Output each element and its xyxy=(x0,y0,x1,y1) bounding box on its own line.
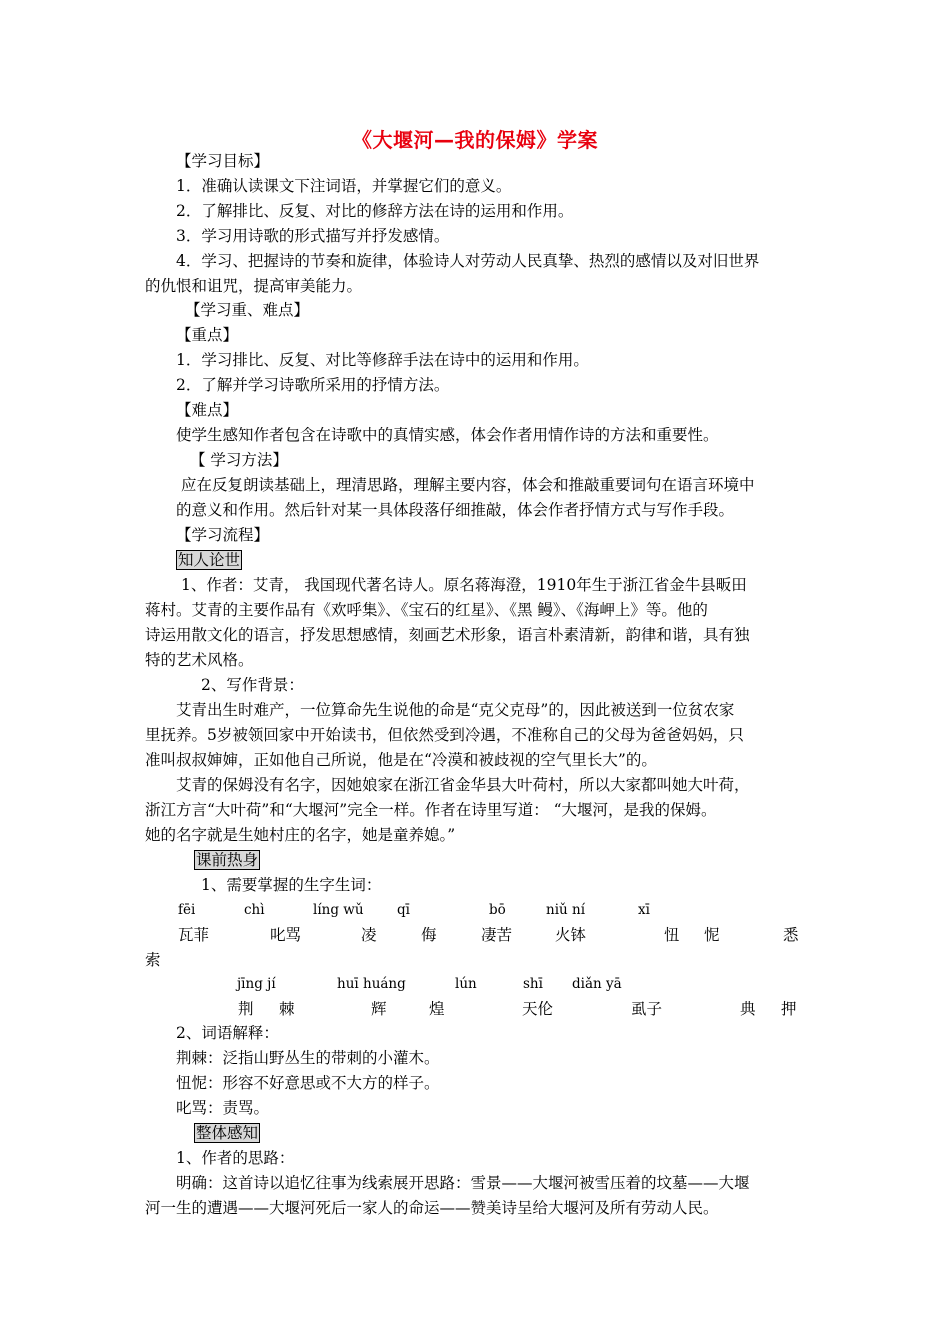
vocab-word-wrap: 索 xyxy=(145,951,161,969)
method-line: 应在反复朗读基础上，理清思路，理解主要内容，体会和推敲重要词句在语言环境中 xyxy=(181,476,755,494)
document-title: 《大堰河—我的保姆》学案 xyxy=(352,128,598,152)
vocab-word: 火钵 xyxy=(555,926,587,944)
pinyin: xī xyxy=(638,902,650,918)
answer-line: 明确：这首诗以追忆往事为线索展开思路：雪景——大堰河被雪压着的坟墓——大堰 xyxy=(176,1174,750,1192)
author-line: 1、作者：艾青， 我国现代著名诗人。原名蒋海澄，1910年生于浙江省金牛县畈田 xyxy=(181,576,747,594)
zhongdian-item: 1．学习排比、反复、对比等修辞手法在诗中的运用和作用。 xyxy=(176,351,589,369)
warmup-label xyxy=(194,850,260,870)
pinyin: chì xyxy=(244,902,265,918)
zhongdian-heading: 【重点】 xyxy=(176,326,239,344)
overall-label xyxy=(194,1123,260,1143)
method-line: 的意义和作用。然后针对某一具体段落仔细推敲，体会作者抒情方式与写作手段。 xyxy=(176,501,735,519)
explain-item: 荆棘：泛指山野丛生的带刺的小灌木。 xyxy=(176,1049,440,1067)
vocab-word: 天伦 xyxy=(522,1000,554,1018)
explain-item: 忸怩：形容不好意思或不大方的样子。 xyxy=(176,1074,440,1092)
background-line: 浙江方言“大叶荷”和“大堰河”完全一样。作者在诗里写道： “大堰河，是我的保姆。 xyxy=(145,801,717,819)
vocab-word: 棘 xyxy=(279,1000,295,1018)
zhiren-label xyxy=(176,550,242,570)
background-line: 艾青的保姆没有名字，因她娘家在浙江省金华县大叶荷村，所以大家都叫她大叶荷， xyxy=(176,776,750,794)
pinyin: líng wǔ xyxy=(313,902,364,918)
background-line: 准叫叔叔婶婶，正如他自己所说，他是在“冷漠和被歧视的空气里长大”的。 xyxy=(145,751,657,769)
goal-item: 1．准确认读课文下注词语，并掌握它们的意义。 xyxy=(176,177,512,195)
author-line: 特的艺术风格。 xyxy=(145,651,254,669)
background-line: 她的名字就是生她村庄的名字，她是童养媳。” xyxy=(145,826,456,844)
goal-item-continued: 的仇恨和诅咒，提高审美能力。 xyxy=(145,277,363,295)
pinyin: fēi xyxy=(178,902,196,918)
vocab-word: 凄苦 xyxy=(481,926,513,944)
pinyin: diǎn yā xyxy=(572,976,622,992)
nandian-text: 使学生感知作者包含在诗歌中的真情实感，体会作者用情作诗的方法和重要性。 xyxy=(176,426,719,444)
goals-heading: 【学习目标】 xyxy=(176,152,270,170)
pinyin: bō xyxy=(489,902,506,918)
vocab-word: 忸 xyxy=(664,926,680,944)
nandian-heading: 【难点】 xyxy=(176,401,239,419)
pinyin: jīng jí xyxy=(237,976,276,992)
author-line: 蒋村。艾青的主要作品有《欢呼集》、《宝石的红星》、《黑 鳗》、《海岬上》等。他的 xyxy=(145,601,708,619)
vocab-word: 押 xyxy=(781,1000,797,1018)
vocab-word: 怩 xyxy=(704,926,720,944)
background-heading: 2、写作背景： xyxy=(201,676,304,694)
pinyin: shī xyxy=(523,976,543,992)
background-line: 里抚养。5岁被领回家中开始读书，但依然受到冷遇，不准称自己的父母为爸爸妈妈，只 xyxy=(145,726,744,744)
overall-label-box: 整体感知 xyxy=(196,1124,259,1142)
zhongdian-item: 2．了解并学习诗歌所采用的抒情方法。 xyxy=(176,376,450,394)
key-points-heading: 【学习重、难点】 xyxy=(185,301,310,319)
pinyin: lún xyxy=(455,976,477,992)
vocab-word: 侮 xyxy=(421,926,437,944)
vocab-word: 典 xyxy=(740,1000,756,1018)
answer-line: 河一生的遭遇——大堰河死后一家人的命运——赞美诗呈给大堰河及所有劳动人民。 xyxy=(145,1199,719,1217)
vocab-word: 辉 xyxy=(371,1000,387,1018)
vocab-word: 凌 xyxy=(361,926,377,944)
background-line: 艾青出生时难产，一位算命先生说他的命是“克父克母”的，因此被送到一位贫农家 xyxy=(176,701,735,719)
warmup-label-box: 课前热身 xyxy=(196,851,259,869)
vocab-word: 虱子 xyxy=(631,1000,663,1018)
explain-item: 叱骂：责骂。 xyxy=(176,1099,270,1117)
vocab-word: 悉 xyxy=(783,926,799,944)
vocab-heading: 1、需要掌握的生字生词： xyxy=(201,876,382,894)
author-line: 诗运用散文化的语言，抒发思想感情，刻画艺术形象，语言朴素清新，韵律和谐，具有独 xyxy=(145,626,750,644)
explain-heading: 2、词语解释： xyxy=(176,1024,279,1042)
vocab-word: 煌 xyxy=(429,1000,445,1018)
zhiren-label-box: 知人论世 xyxy=(178,551,241,569)
flow-heading: 【学习流程】 xyxy=(176,526,270,544)
pinyin: niǔ ní xyxy=(546,902,586,918)
pinyin: qī xyxy=(397,902,410,918)
pinyin: huī huáng xyxy=(337,976,406,992)
thought-heading: 1、作者的思路： xyxy=(176,1149,295,1167)
goal-item: 2．了解排比、反复、对比的修辞方法在诗的运用和作用。 xyxy=(176,202,574,220)
vocab-word: 荆 xyxy=(238,1000,254,1018)
method-heading: 【 学习方法】 xyxy=(190,451,288,469)
goal-item: 3．学习用诗歌的形式描写并抒发感情。 xyxy=(176,227,450,245)
vocab-word: 叱骂 xyxy=(270,926,302,944)
vocab-word: 瓦菲 xyxy=(178,926,210,944)
goal-item: 4．学习、把握诗的节奏和旋律，体验诗人对劳动人民真挚、热烈的感情以及对旧世界 xyxy=(176,252,760,270)
